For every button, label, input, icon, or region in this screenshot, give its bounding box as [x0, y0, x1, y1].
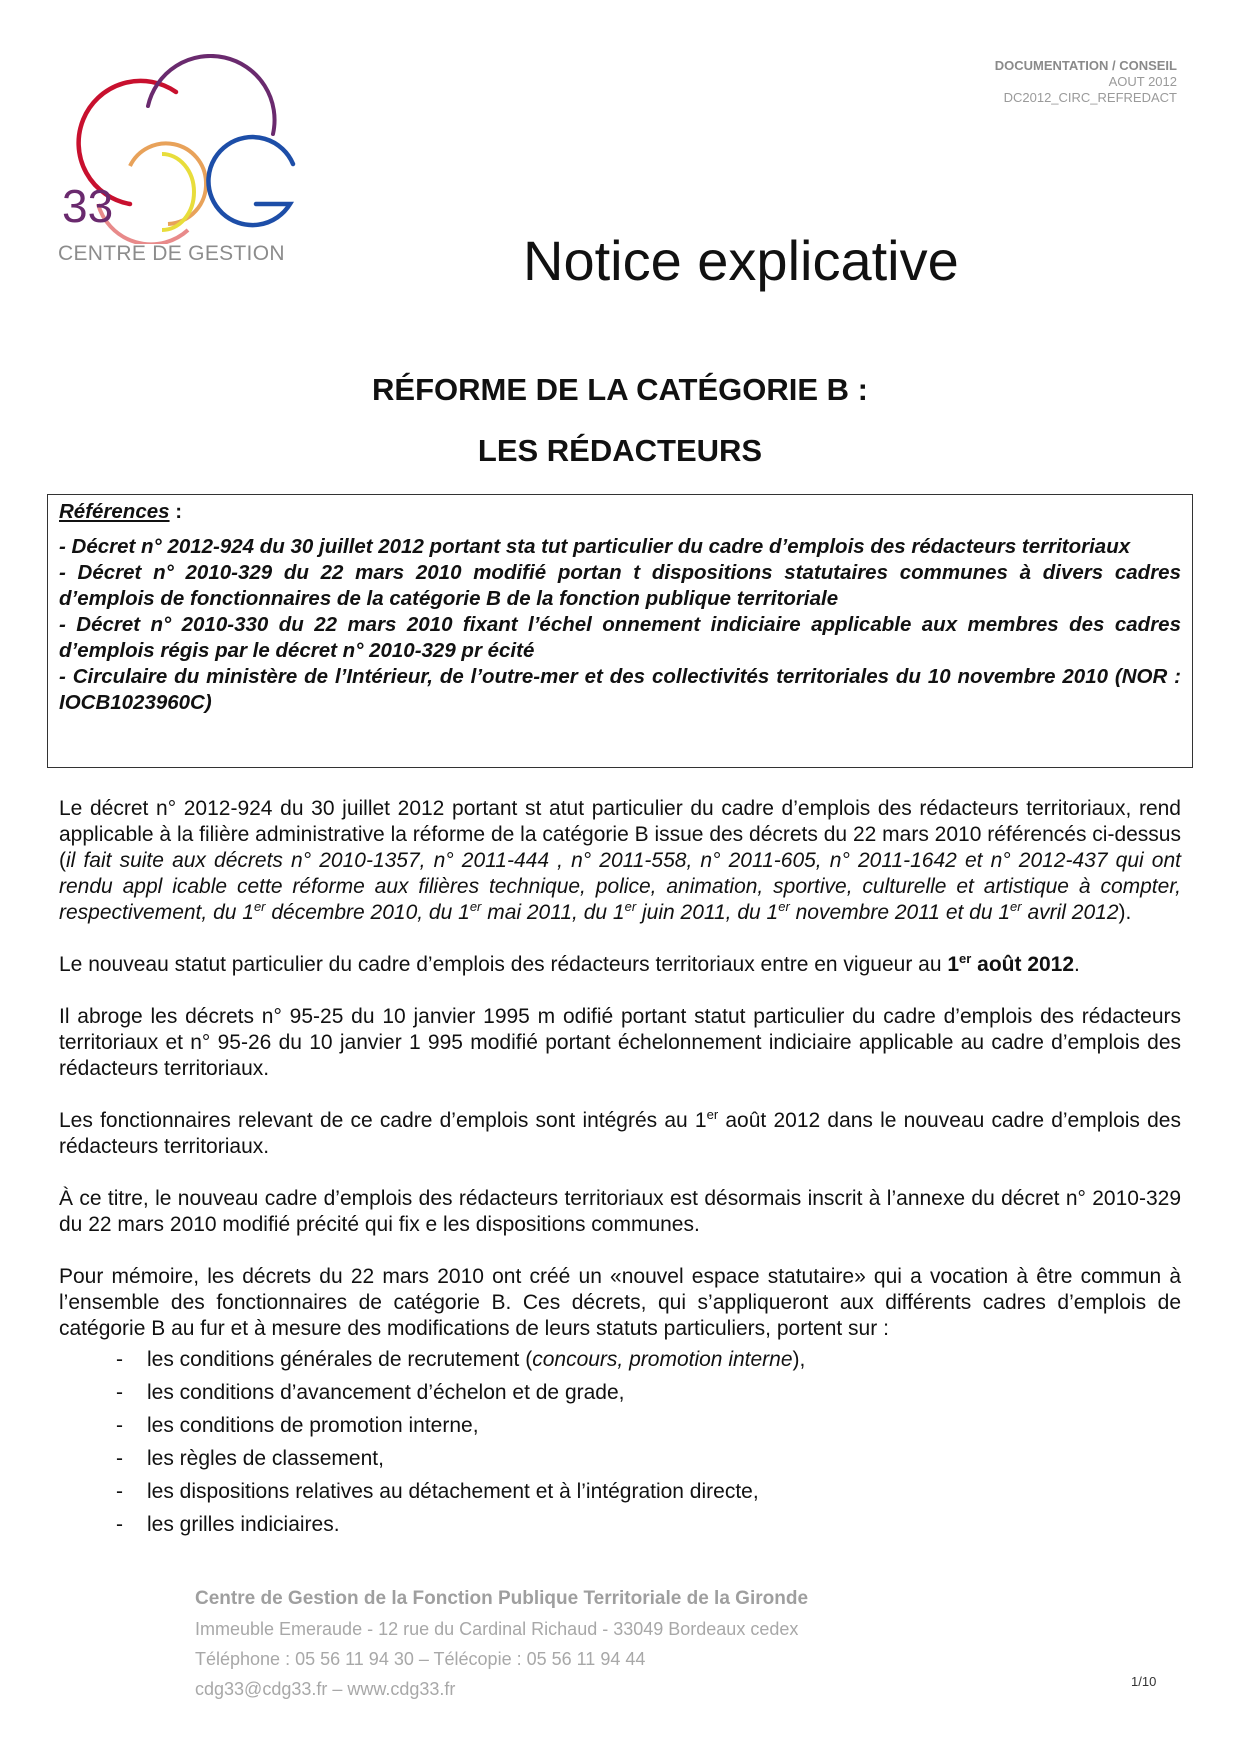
reference-item: - Décret n° 2012-924 du 30 juillet 2012 portant sta tut particulier du cadre d’emplois des rédacteurs territoriaux [59, 535, 1131, 558]
cdg33-logo [58, 54, 298, 269]
bullet-dash: - [116, 1513, 123, 1536]
page-number: 1/10 [1131, 1674, 1157, 1689]
body-text [59, 796, 1181, 1541]
reference-item: - Circulaire du ministère de l’Intérieur, de l’outre-mer et des collectivités territoriales du 10 novembre 2010 (NOR : IOCB1023960C) [59, 665, 1181, 714]
document-code: DC2012_CIRC_REFREDACT [1003, 90, 1177, 105]
footer-web[interactable]: cdg33@cdg33.fr – www.cdg33.fr [195, 1679, 456, 1699]
bullet-dash: - [116, 1447, 123, 1470]
list-item-text: les conditions d’avancement d’échelon et de grade, [147, 1381, 625, 1404]
paragraph-annex: À ce titre, le nouveau cadre d’emplois des rédacteurs territoriaux est désormais inscrit à l’annexe du décret n° 2010-329 du 22 mars 2010 modifié précité qui fix e les dispositions communes. [59, 1187, 1181, 1236]
superscript: er [469, 899, 482, 914]
list-item [59, 1475, 1181, 1508]
paragraph-text: il fait suite aux décrets n° 2010-1357, n° 2011-444 , n° 2011-558, n° 2011-605, n° 2011-1642 et n° 2012-437 qui ont rendu appl icable cette réforme aux filières technique, police, animation, sportive, culturelle et artistique à compter, respectivement, du 1 [59, 849, 1181, 924]
footer [195, 1584, 808, 1704]
document-reference [995, 58, 1177, 106]
footer-organization: Centre de Gestion de la Fonction Publique Territoriale de la Gironde [195, 1588, 809, 1609]
bullet-dash: - [116, 1480, 123, 1503]
paragraph-text: Le décret n° 2012-924 du 30 juillet 2012 portant st atut particulier du cadre d’emplois des rédacteurs territoriaux, rend applicable à la filière administrative la réforme de la catégorie B issue des décrets du 22 mars 2010 référencés ci-dessus ( [59, 797, 1181, 872]
list-item [59, 1409, 1181, 1442]
paragraph-text: ). [1118, 901, 1132, 924]
superscript: er [1010, 899, 1022, 914]
logo-caption: CENTRE DE GESTION [58, 242, 285, 265]
list-item-text: ), [792, 1348, 806, 1371]
paragraph-text: mai 2011, du 1 [481, 901, 625, 924]
provisions-list [59, 1343, 1181, 1541]
list-item-text: les grilles indiciaires. [147, 1513, 340, 1536]
paragraph-integration [59, 1108, 1181, 1160]
list-item [59, 1442, 1181, 1475]
heading-reform: RÉFORME DE LA CATÉGORIE B : [372, 372, 868, 407]
paragraph-text: Le nouveau statut particulier du cadre d’emplois des rédacteurs territoriaux entre en vigueur au [59, 953, 948, 976]
paragraph-effective-date [59, 952, 1181, 978]
list-item-text: les conditions générales de recrutement ( [147, 1348, 533, 1371]
list-item-text: les conditions de promotion interne, [147, 1414, 479, 1437]
superscript: er [624, 899, 637, 914]
paragraph-text: . [1074, 953, 1080, 976]
list-item [59, 1343, 1181, 1376]
superscript: er [253, 899, 266, 914]
reference-item: - Décret n° 2010-330 du 22 mars 2010 fixant l’échel onnement indiciaire applicable aux membres des cadres d’emplois régis par le décret n° 2010-329 pr écité [59, 613, 1181, 662]
list-item [59, 1508, 1181, 1541]
superscript: er [706, 1107, 719, 1122]
reference-item: - Décret n° 2010-329 du 22 mars 2010 modifié portan t dispositions statutaires communes à divers cadres d’emplois de fonctionnaires de la catégorie B de la fonction publique territoriale [59, 561, 1181, 610]
bullet-dash: - [116, 1348, 123, 1371]
references-title: Références [59, 500, 170, 523]
paragraph-text: décembre 2010, du 1 [265, 901, 470, 924]
logo-number: 33 [62, 180, 114, 232]
paragraph-text: Les fonctionnaires relevant de ce cadre d’emplois sont intégrés au 1 [59, 1109, 707, 1132]
paragraph-text: août 2012 dans le nouveau cadre d’emplois des rédacteurs territoriaux. [59, 1109, 1181, 1158]
footer-address: Immeuble Emeraude - 12 rue du Cardinal Richaud - 33049 Bordeaux cedex [195, 1619, 799, 1639]
document-category: DOCUMENTATION / CONSEIL [994, 58, 1177, 73]
heading-redacteurs: LES RÉDACTEURS [477, 433, 763, 468]
paragraph-text: juin 2011, du 1 [636, 901, 779, 924]
paragraph-repeal: Il abroge les décrets n° 95-25 du 10 janvier 1995 m odifié portant statut particulier du cadre d’emplois des rédacteurs territoriaux et n° 95-26 du 10 janvier 1 995 modifié portant échelonnement indiciaire applicable au cadre d’emplois des rédacteurs territoriaux. [59, 1005, 1181, 1080]
footer-phone: Téléphone : 05 56 11 94 30 – Télécopie : 05 56 11 94 44 [195, 1649, 646, 1669]
list-item-text: les dispositions relatives au détachement et à l’intégration directe, [147, 1480, 759, 1503]
references-heading [59, 499, 1181, 525]
bullet-dash: - [116, 1381, 123, 1404]
bullet-dash: - [116, 1414, 123, 1437]
document-date: AOUT 2012 [1108, 74, 1177, 89]
list-item-text: les règles de classement, [147, 1447, 384, 1470]
paragraph-text: 1 [947, 953, 960, 976]
paragraph-text: août 2012 [971, 953, 1075, 976]
paragraph-reminder: Pour mémoire, les décrets du 22 mars 2010 ont créé un «nouvel espace statutaire» qui a vocation à être commun à l’ensemble des fonctionnaires de catégorie B. Ces décrets, qui s’appliqueront aux différents cadres d’emplois de catégorie B au fur et à mesure des modifications de leurs statuts particuliers, portent sur : [59, 1265, 1181, 1340]
paragraph-text: avril 2012 [1021, 901, 1119, 924]
superscript: er [778, 899, 790, 914]
page-title: Notice explicative [523, 229, 959, 292]
references-box [47, 494, 1193, 768]
references-colon: : [169, 500, 183, 523]
paragraph-intro [59, 796, 1181, 926]
list-item [59, 1376, 1181, 1409]
paragraph-text: novembre 2011 et du 1 [789, 901, 1011, 924]
list-item-text: concours, promotion interne [532, 1348, 793, 1371]
superscript: er [959, 951, 972, 966]
